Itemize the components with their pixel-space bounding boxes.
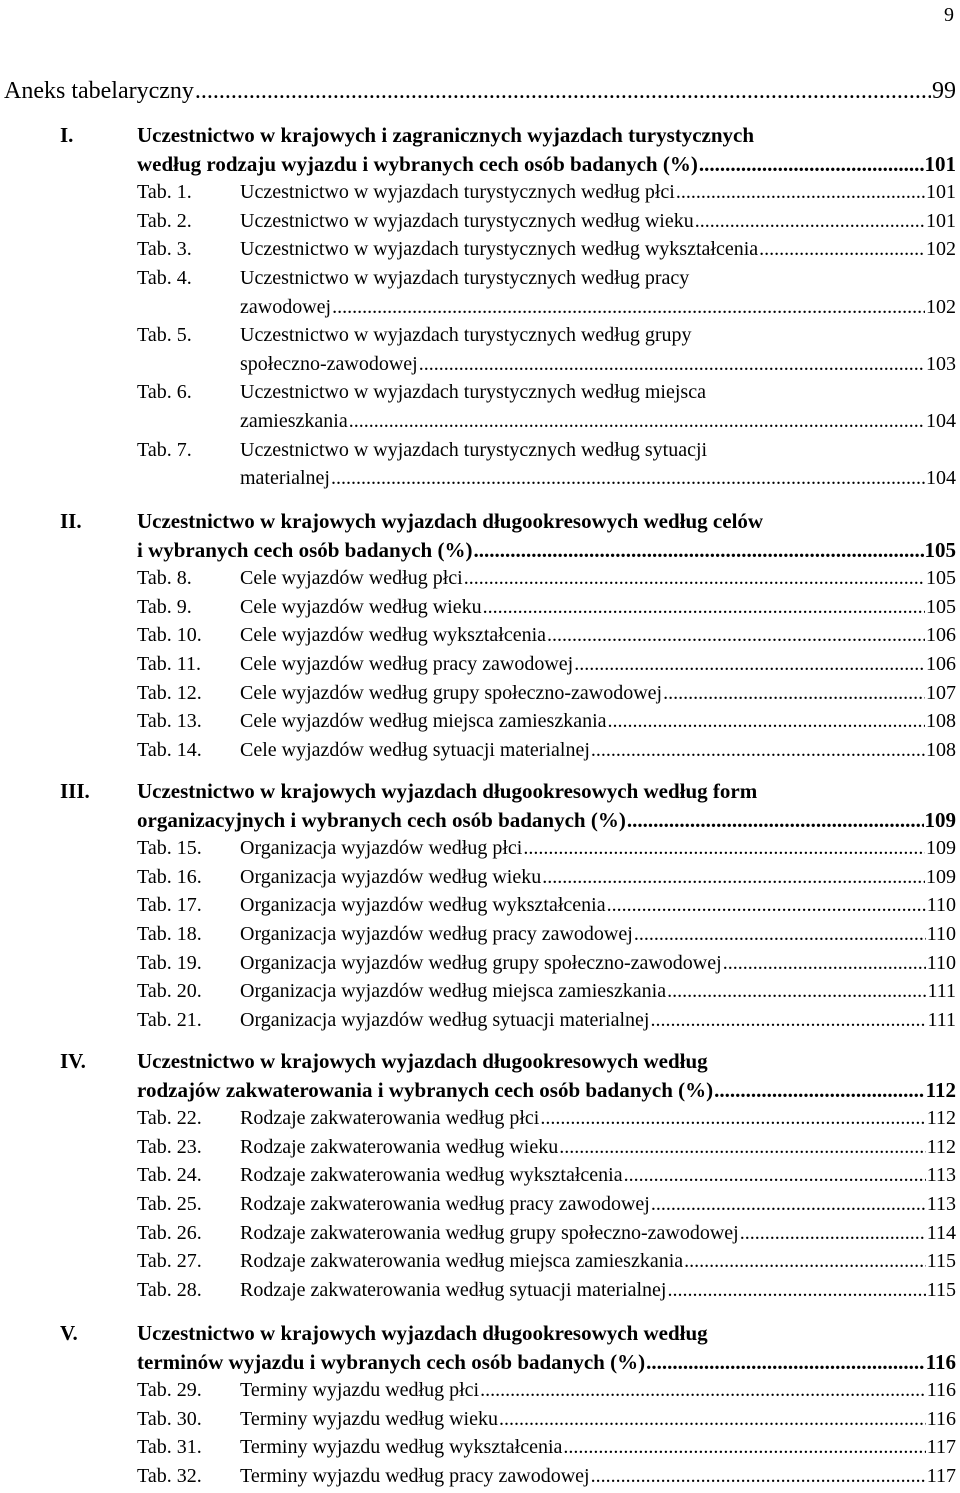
- table-title: Terminy wyjazdu według pracy zawodowej: [240, 1465, 590, 1487]
- table-entry[interactable]: [240, 350, 956, 378]
- table-label: Tab. 10.: [137, 624, 202, 647]
- table-page: 117: [926, 1436, 956, 1459]
- table-page: 113: [926, 1164, 956, 1187]
- dot-leader: [723, 949, 926, 977]
- dot-leader: [684, 1247, 926, 1275]
- section-page: 116: [925, 1349, 956, 1374]
- dot-leader: [714, 1076, 925, 1104]
- table-label: Tab. 19.: [137, 951, 202, 974]
- table-label: Tab. 25.: [137, 1193, 202, 1215]
- table-page: 101: [926, 181, 956, 204]
- dot-leader: [331, 464, 925, 492]
- table-title-cont: społeczno-zawodowej: [240, 352, 418, 375]
- table-label: Tab. 16.: [137, 865, 202, 888]
- table-page: 106: [926, 624, 956, 647]
- dot-leader: [523, 834, 925, 862]
- table-label: Tab. 8.: [137, 567, 192, 590]
- table-label: Tab. 24.: [137, 1164, 202, 1187]
- table-entry[interactable]: [240, 650, 956, 678]
- table-title: Cele wyjazdów według pracy zawodowej: [240, 653, 574, 675]
- annex-page: 99: [932, 78, 956, 104]
- table-title: Cele wyjazdów według płci: [240, 567, 463, 590]
- table-label: Tab. 26.: [137, 1221, 202, 1244]
- table-label: Tab. 32.: [137, 1465, 202, 1487]
- table-label: Tab. 27.: [137, 1250, 202, 1273]
- table-title: Rodzaje zakwaterowania według grupy społeczno-zawodowej: [240, 1221, 739, 1244]
- table-page: 111: [927, 980, 956, 1003]
- table-label: Tab. 23.: [137, 1135, 202, 1158]
- table-title: Cele wyjazdów według wykształcenia: [240, 624, 547, 647]
- table-entry[interactable]: [240, 235, 956, 263]
- table-page: 116: [926, 1379, 956, 1402]
- section-page: 105: [924, 537, 956, 562]
- table-title: Terminy wyjazdu według płci: [240, 1379, 480, 1402]
- table-page: 102: [926, 238, 956, 261]
- dot-leader: [574, 650, 925, 678]
- dot-leader: [483, 593, 925, 621]
- table-entry[interactable]: [240, 293, 956, 321]
- table-title: Rodzaje zakwaterowania według płci: [240, 1107, 540, 1130]
- table-label: Tab. 31.: [137, 1436, 202, 1459]
- table-title: Uczestnictwo w wyjazdach turystycznych według grupy: [240, 324, 692, 347]
- annex-entry[interactable]: [4, 76, 956, 106]
- dot-leader: [607, 891, 926, 919]
- dot-leader: [542, 863, 925, 891]
- table-page: 117: [926, 1465, 956, 1487]
- dot-leader: [499, 1405, 926, 1433]
- dot-leader: [740, 1219, 926, 1247]
- table-page: 101: [926, 209, 956, 232]
- table-entry[interactable]: [240, 736, 956, 764]
- table-entry[interactable]: [240, 1247, 956, 1275]
- table-entry[interactable]: [240, 834, 956, 862]
- table-entry[interactable]: [240, 593, 956, 621]
- dot-leader: [195, 76, 931, 106]
- table-entry[interactable]: [240, 977, 956, 1005]
- table-page: 114: [926, 1221, 956, 1244]
- table-entry[interactable]: [240, 178, 956, 206]
- table-title: Uczestnictwo w wyjazdach turystycznych według pracy: [240, 267, 690, 289]
- table-title: Organizacja wyjazdów według miejsca zamieszkania: [240, 980, 667, 1003]
- dot-leader: [651, 1190, 926, 1218]
- table-label: Tab. 2.: [137, 209, 192, 232]
- dot-leader: [663, 679, 925, 707]
- section-title: Uczestnictwo w krajowych wyjazdach długookresowych według celów: [137, 509, 764, 533]
- table-title-cont: materialnej: [240, 467, 330, 490]
- table-entry[interactable]: [240, 707, 956, 735]
- table-label: Tab. 28.: [137, 1278, 202, 1301]
- dot-leader: [759, 235, 925, 263]
- table-entry[interactable]: [240, 1462, 956, 1490]
- page-number: 9: [944, 4, 954, 26]
- table-page: 108: [926, 710, 956, 733]
- table-page: 110: [926, 894, 956, 917]
- table-label: Tab. 14.: [137, 738, 202, 761]
- section-entry[interactable]: [137, 1076, 956, 1104]
- table-title: Uczestnictwo w wyjazdach turystycznych według miejsca: [240, 381, 706, 404]
- table-page: 110: [926, 923, 956, 945]
- table-page: 109: [926, 865, 956, 888]
- table-label: Tab. 17.: [137, 894, 202, 917]
- dot-leader: [624, 1161, 926, 1189]
- table-page: 115: [926, 1250, 956, 1273]
- table-title: Rodzaje zakwaterowania według sytuacji materialnej: [240, 1278, 667, 1301]
- table-page: 105: [926, 595, 956, 618]
- table-title: Cele wyjazdów według sytuacji materialnej: [240, 738, 590, 761]
- dot-leader: [419, 350, 925, 378]
- section-number: I.: [60, 123, 74, 147]
- table-page: 116: [926, 1407, 956, 1430]
- dot-leader: [634, 920, 926, 948]
- table-label: Tab. 3.: [137, 238, 192, 261]
- table-entry[interactable]: [240, 1190, 956, 1218]
- dot-leader: [646, 1348, 925, 1376]
- table-title: Terminy wyjazdu według wykształcenia: [240, 1436, 563, 1459]
- table-page: 112: [926, 1107, 956, 1130]
- table-label: Tab. 12.: [137, 681, 202, 704]
- table-title: Rodzaje zakwaterowania według miejsca zamieszkania: [240, 1250, 684, 1273]
- table-label: Tab. 5.: [137, 324, 192, 347]
- table-entry[interactable]: [240, 1104, 956, 1132]
- table-label: Tab. 11.: [137, 653, 201, 675]
- section-title-cont: rodzajów zakwaterowania i wybranych cech osób badanych (%): [137, 1077, 714, 1102]
- table-page: 107: [926, 681, 956, 704]
- section-number: II.: [60, 509, 82, 533]
- dot-leader: [591, 1462, 926, 1490]
- table-label: Tab. 29.: [137, 1379, 202, 1402]
- dot-leader: [650, 1006, 926, 1034]
- table-page: 110: [926, 951, 956, 974]
- dot-leader: [349, 407, 925, 435]
- table-title: Rodzaje zakwaterowania według pracy zawodowej: [240, 1193, 650, 1215]
- table-page: 104: [926, 410, 956, 432]
- section-page: 109: [924, 807, 956, 832]
- table-label: Tab. 20.: [137, 980, 202, 1003]
- table-entry[interactable]: [240, 949, 956, 977]
- table-title: Uczestnictwo w wyjazdach turystycznych według płci: [240, 181, 675, 204]
- dot-leader: [563, 1433, 925, 1461]
- section-number: III.: [60, 779, 90, 803]
- table-label: Tab. 13.: [137, 710, 202, 733]
- section-title: Uczestnictwo w krajowych wyjazdach długookresowych według: [137, 1049, 708, 1073]
- dot-leader: [699, 150, 924, 178]
- table-entry[interactable]: [240, 863, 956, 891]
- dot-leader: [559, 1133, 926, 1161]
- table-entry[interactable]: [240, 1219, 956, 1247]
- table-label: Tab. 21.: [137, 1008, 202, 1031]
- table-page: 106: [926, 653, 956, 675]
- dot-leader: [540, 1104, 925, 1132]
- section-title-cont: i wybranych cech osób badanych (%): [137, 537, 473, 562]
- annex-title: Aneks tabelaryczny: [4, 78, 194, 104]
- table-entry[interactable]: [240, 621, 956, 649]
- section-title-cont: według rodzaju wyjazdu i wybranych cech osób badanych (%): [137, 151, 698, 176]
- table-entry[interactable]: [240, 1276, 956, 1304]
- table-page: 102: [926, 295, 956, 318]
- table-title: Uczestnictwo w wyjazdach turystycznych według wykształcenia: [240, 238, 759, 261]
- table-entry[interactable]: [240, 207, 956, 235]
- table-entry[interactable]: [240, 464, 956, 492]
- section-title: Uczestnictwo w krajowych wyjazdach długookresowych według form: [137, 779, 758, 803]
- dot-leader: [695, 207, 925, 235]
- table-title: Cele wyjazdów według miejsca zamieszkania: [240, 710, 607, 733]
- table-label: Tab. 18.: [137, 923, 202, 945]
- table-label: Tab. 6.: [137, 381, 192, 404]
- table-label: Tab. 15.: [137, 837, 202, 860]
- table-title: Rodzaje zakwaterowania według wykształcenia: [240, 1164, 623, 1187]
- section-title: Uczestnictwo w krajowych wyjazdach długookresowych według: [137, 1321, 708, 1345]
- table-page: 109: [926, 837, 956, 860]
- dot-leader: [547, 621, 925, 649]
- table-label: Tab. 22.: [137, 1107, 202, 1130]
- table-page: 115: [926, 1278, 956, 1301]
- table-entry[interactable]: [240, 891, 956, 919]
- dot-leader: [473, 536, 923, 564]
- table-title: Uczestnictwo w wyjazdach turystycznych według wieku: [240, 209, 694, 232]
- table-title: Organizacja wyjazdów według wieku: [240, 865, 542, 888]
- table-entry[interactable]: [240, 1161, 956, 1189]
- section-entry[interactable]: [137, 806, 956, 834]
- table-entry[interactable]: [240, 1433, 956, 1461]
- section-entry[interactable]: [137, 536, 956, 564]
- table-title: Cele wyjazdów według grupy społeczno-zawodowej: [240, 681, 663, 704]
- table-title: Uczestnictwo w wyjazdach turystycznych według sytuacji: [240, 438, 708, 461]
- dot-leader: [591, 736, 925, 764]
- dot-leader: [676, 178, 925, 206]
- section-title-cont: organizacyjnych i wybranych cech osób badanych (%): [137, 807, 626, 832]
- table-page: 113: [926, 1193, 956, 1215]
- table-title-cont: zawodowej: [240, 295, 332, 318]
- table-entry[interactable]: [240, 1006, 956, 1034]
- table-entry[interactable]: [240, 1376, 956, 1404]
- table-page: 105: [926, 567, 956, 590]
- table-entry[interactable]: [240, 920, 956, 948]
- section-title-cont: terminów wyjazdu i wybranych cech osób badanych (%): [137, 1349, 646, 1374]
- table-page: 112: [926, 1135, 956, 1158]
- table-title: Organizacja wyjazdów według grupy społeczno-zawodowej: [240, 951, 722, 974]
- table-title: Organizacja wyjazdów według pracy zawodowej: [240, 923, 633, 945]
- table-page: 104: [926, 467, 956, 490]
- section-page: 112: [925, 1077, 956, 1102]
- table-page: 103: [926, 352, 956, 375]
- dot-leader: [332, 293, 925, 321]
- table-label: Tab. 4.: [137, 267, 192, 289]
- table-entry[interactable]: [240, 564, 956, 592]
- table-title: Terminy wyjazdu według wieku: [240, 1407, 498, 1430]
- dot-leader: [667, 1276, 925, 1304]
- table-label: Tab. 30.: [137, 1407, 202, 1430]
- dot-leader: [480, 1376, 926, 1404]
- section-number: V.: [60, 1321, 78, 1345]
- table-entry[interactable]: [240, 1133, 956, 1161]
- table-title: Rodzaje zakwaterowania według wieku: [240, 1135, 559, 1158]
- dot-leader: [667, 977, 926, 1005]
- table-page: 108: [926, 738, 956, 761]
- table-title: Cele wyjazdów według wieku: [240, 595, 482, 618]
- section-entry[interactable]: [137, 1348, 956, 1376]
- dot-leader: [608, 707, 925, 735]
- table-title: Organizacja wyjazdów według sytuacji materialnej: [240, 1008, 650, 1031]
- table-entry[interactable]: [240, 679, 956, 707]
- table-title-cont: zamieszkania: [240, 410, 348, 432]
- section-title: Uczestnictwo w krajowych i zagranicznych wyjazdach turystycznych: [137, 123, 755, 147]
- table-label: Tab. 9.: [137, 595, 192, 618]
- section-page: 101: [924, 151, 956, 176]
- section-entry[interactable]: [137, 150, 956, 178]
- table-entry[interactable]: [240, 407, 956, 435]
- table-title: Organizacja wyjazdów według wykształcenia: [240, 894, 606, 917]
- table-entry[interactable]: [240, 1405, 956, 1433]
- table-title: Organizacja wyjazdów według płci: [240, 837, 523, 860]
- table-label: Tab. 1.: [137, 181, 192, 204]
- table-label: Tab. 7.: [137, 438, 192, 461]
- section-number: IV.: [60, 1049, 86, 1073]
- dot-leader: [627, 806, 924, 834]
- dot-leader: [464, 564, 925, 592]
- table-page: 111: [927, 1008, 956, 1031]
